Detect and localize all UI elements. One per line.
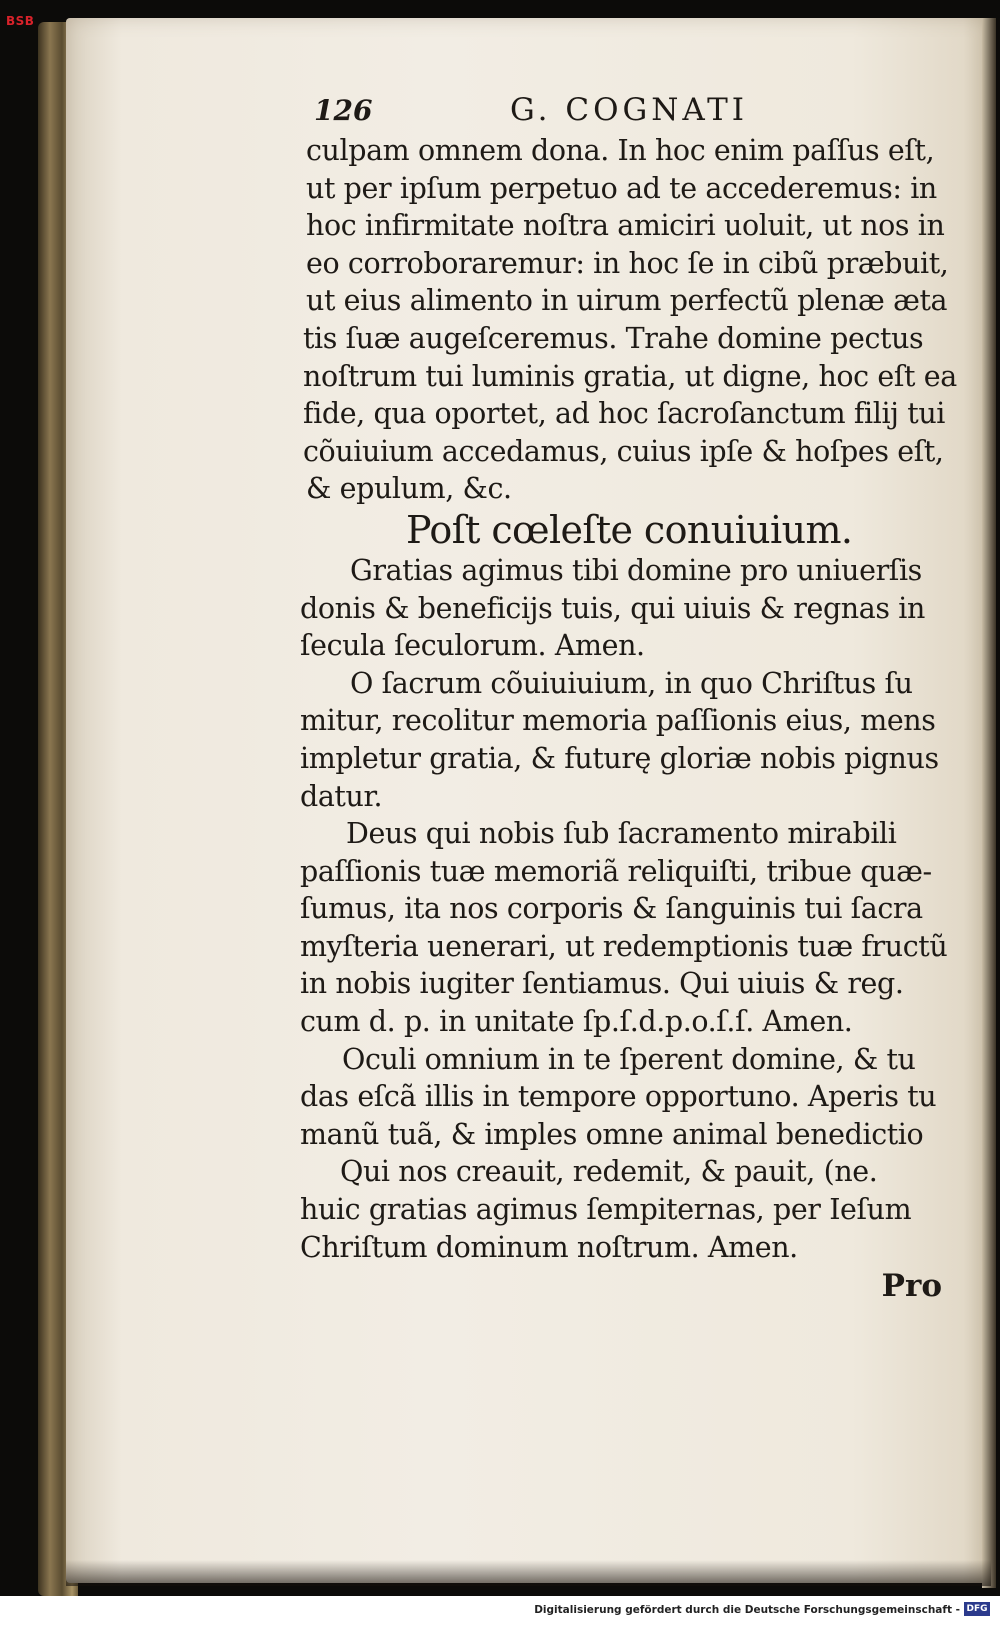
text-line: tis ſuæ augeſceremus. Trahe domine pectus <box>303 321 924 355</box>
text-line: ſumus, ita nos corporis & ſanguinis tui ſacra <box>300 892 923 926</box>
text-line: cõuiuium accedamus, cuius ipſe & hoſpes eſt, <box>303 434 944 468</box>
text-line: Qui nos creauit, redemit, & pauit, (ne. <box>340 1155 878 1189</box>
text-line: ut per ipſum perpetuo ad te accederemus: in <box>306 171 937 205</box>
text-line: Oculi omnium in te ſperent domine, & tu <box>342 1042 916 1076</box>
text-line: eo corroboraremur: in hoc ſe in cibũ præbuit, <box>306 246 949 280</box>
text-line: culpam omnem dona. In hoc enim paſſus eſt, <box>306 134 935 167</box>
text-line: das eſcã illis in tempore opportuno. Aperis tu <box>300 1080 937 1114</box>
bsb-watermark: BSB <box>6 14 35 28</box>
text-line: noſtrum tui luminis gratia, ut digne, hoc eſt ea <box>303 359 957 393</box>
funding-credit: Digitalisierung gefördert durch die Deutsche Forschungsgemeinschaft - <box>534 1604 960 1616</box>
text-line: donis & beneficijs tuis, qui uiuis & regnas in <box>300 591 925 625</box>
page-text-block <box>300 86 957 1306</box>
footer-bar <box>0 1596 1000 1626</box>
running-head: G. COGNATI <box>510 92 749 128</box>
page-right-edge <box>982 18 996 1588</box>
text-line: O ſacrum cõuiuiuium, in quo Chriſtus ſu <box>350 666 913 700</box>
text-line: myſteria uenerari, ut redemptionis tuæ fructũ <box>300 929 948 963</box>
text-line: cum d. p. in unitate ſp.ſ.d.p.o.ſ.ſ. Amen. <box>300 1005 853 1039</box>
text-line: hoc infirmitate noſtra amiciri uoluit, ut nos in <box>306 209 945 243</box>
text-line: & epulum, &c. <box>306 472 512 506</box>
body-paragraph-2 <box>300 552 950 1266</box>
text-line: impletur gratia, & futurę gloriæ nobis pignus <box>300 741 939 775</box>
page-header <box>300 86 950 132</box>
text-line: paſſionis tuæ memoriã reliquiſti, tribue quæ- <box>300 854 932 888</box>
text-line: in nobis iugiter ſentiamus. Qui uiuis & reg. <box>300 967 904 1001</box>
section-heading: Poſt cœleſte conuiuium. <box>406 507 853 552</box>
text-line: Gratias agimus tibi domine pro uniuerſis <box>350 553 922 587</box>
text-line: manũ tuã, & imples omne animal benedictio <box>300 1117 924 1151</box>
catchword: Pro <box>881 1268 942 1305</box>
text-line: fide, qua oportet, ad hoc ſacroſanctum filij tui <box>303 397 945 431</box>
dfg-logo: DFG <box>964 1602 990 1616</box>
page-bottom-shadow <box>66 1560 991 1586</box>
text-line: ut eius alimento in uirum perfectũ plenæ æta <box>306 284 948 318</box>
text-line: ſecula ſeculorum. Amen. <box>300 629 645 663</box>
text-line: Chriſtum dominum noſtrum. Amen. <box>300 1230 798 1264</box>
text-line: huic gratias agimus ſempiternas, per Ieſum <box>300 1193 912 1227</box>
text-line: Deus qui nobis ſub ſacramento mirabili <box>346 817 897 851</box>
text-line: datur. <box>300 779 383 813</box>
text-line: mitur, recolitur memoria paſſionis eius, mens <box>300 704 936 738</box>
page-number: 126 <box>314 94 373 127</box>
body-paragraph-1 <box>300 132 957 508</box>
